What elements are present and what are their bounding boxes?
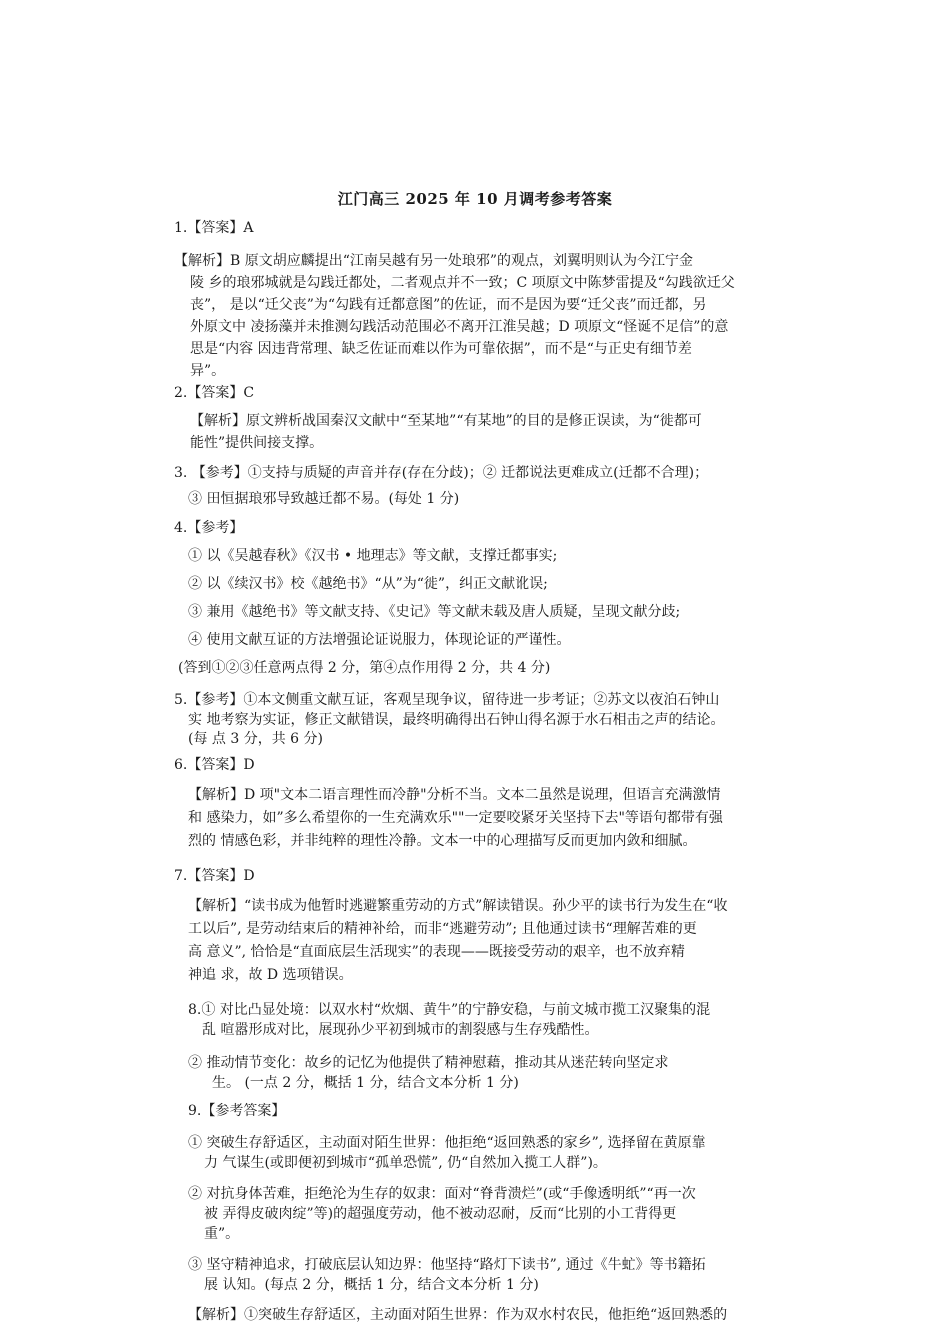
q9-line: 重”。: [204, 1226, 240, 1242]
q7-analysis-line: 【解析】“读书成为他暂时逃避繁重劳动的方式”解读错误。孙少平的读书行为发生在“收: [188, 898, 728, 914]
q9-line: ② 对抗身体苦难，拒绝沦为生存的奴隶：面对“脊背溃烂”(或“手像透明纸”“再一次: [188, 1186, 696, 1202]
q2-analysis-line: 能性”提供间接支撑。: [190, 435, 324, 451]
q1-analysis-line: 外原文中 凌扬藻并未推测勾践活动范围必不离开江淮吴越；D 项原文“怪诞不足信”的意: [190, 319, 729, 335]
q9-head: 9.【参考答案】: [188, 1103, 286, 1119]
q1-analysis-line: 【解析】B 原文胡应麟提出“江南吴越有另一处琅邪”的观点，刘翼明则认为今江宁金: [174, 253, 694, 269]
q9-analysis: 【解析】①突破生存舒适区，主动面对陌生世界：作为双水村农民，他拒绝“返回熟悉的: [188, 1307, 728, 1323]
q2-answer: 2.【答案】C: [174, 385, 255, 401]
q8-line: 8.① 对比凸显处境：以双水村“炊烟、黄牛”的宁静安稳，与前文城市揽工汉聚集的混: [188, 1002, 711, 1018]
q7-analysis-line: 高 意义”, 恰恰是“直面底层生活现实”的表现——既接受劳动的艰辛，也不放弃精: [188, 944, 685, 960]
q7-answer: 7.【答案】D: [174, 868, 255, 884]
q4-head: 4.【参考】: [174, 520, 244, 536]
q1-analysis-line: 异”。: [190, 363, 226, 379]
q6-answer: 6.【答案】D: [174, 757, 255, 773]
q6-analysis-line: 烈的 情感色彩，并非纯粹的理性冷静。文本一中的心理描写反而更加内敛和细腻。: [188, 833, 697, 849]
q6-analysis-line: 和 感染力，如”多么希望你的一生充满欢乐""一定要咬紧牙关坚持下去"等语句都带有强: [188, 810, 723, 826]
document-title: 江门高三 2025 年 10 月调考参考答案: [337, 190, 613, 208]
q4-score: (答到①②③任意两点得 2 分，第④点作用得 2 分，共 4 分): [178, 660, 551, 676]
q8-line: ② 推动情节变化：故乡的记忆为他提供了精神慰藉，推动其从迷茫转向坚定求: [188, 1055, 669, 1071]
q9-line: 力 气谋生(或即便初到城市“孤单恐慌”, 仍“自然加入揽工人群”)。: [204, 1155, 607, 1171]
q9-line: 被 弄得皮破肉绽”等)的超强度劳动，他不被动忍耐，反而“比别的小工背得更: [204, 1206, 677, 1222]
q1-analysis-line: 陵 乡的琅邪城就是勾践迁都处，二者观点并不一致；C 项原文中陈梦雷提及“勾践欲迁父: [190, 275, 735, 291]
q3-line: 3. 【参考】①支持与质疑的声音并存(存在分歧)；② 迁都说法更难成立(迁都不合理)；: [174, 465, 709, 481]
q8-line: 乱 喧嚣形成对比，展现孙少平初到城市的割裂感与生存残酷性。: [202, 1022, 599, 1038]
q9-line: 展 认知。(每点 2 分，概括 1 分，结合文本分析 1 分): [204, 1277, 539, 1293]
q5-line: 实 地考察为实证，修正文献错误，最终明确得出石钟山得名源于水石相击之声的结论。: [188, 712, 725, 728]
q1-analysis-line: 丧”， 是以“迁父丧”为“勾践有迁都意图”的佐证，而不是因为要“迁父丧”而迁都，另: [190, 297, 707, 313]
q3-line: ③ 田恒据琅邪导致越迁都不易。(每处 1 分): [188, 491, 460, 507]
q5-line: 5.【参考】①本文侧重文献互证，客观呈现争议，留待进一步考证；②苏文以夜泊石钟山: [174, 692, 720, 708]
q1-analysis-line: 思是“内容 因违背常理、缺乏佐证而难以作为可靠依据”，而不是“与正史有细节差: [190, 341, 692, 357]
q4-point: ② 以《续汉书》校《越绝书》“从”为“徙”，纠正文献讹误;: [188, 576, 548, 592]
q1-answer: 1.【答案】A: [174, 220, 254, 236]
q5-line: (每 点 3 分，共 6 分): [188, 731, 323, 747]
q9-line: ③ 坚守精神追求，打破底层认知边界：他坚持“路灯下读书”, 通过《牛虻》等书籍拓: [188, 1257, 706, 1273]
q4-point: ① 以《吴越春秋》《汉书 • 地理志》等文献，支撑迁都事实;: [188, 548, 558, 564]
q6-analysis-line: 【解析】D 项"文本二语言理性而冷静"分析不当。文本二虽然是说理，但语言充满激情: [188, 787, 721, 803]
q8-line: 生。 (一点 2 分，概括 1 分，结合文本分析 1 分): [212, 1075, 519, 1091]
q9-line: ① 突破生存舒适区，主动面对陌生世界：他拒绝“返回熟悉的家乡”, 选择留在黄原靠: [188, 1135, 706, 1151]
q2-analysis-line: 【解析】原文辨析战国秦汉文献中“至某地”“有某地”的目的是修正误读，为“徙都可: [190, 413, 702, 429]
q4-point: ③ 兼用《越绝书》等文献支持、《史记》等文献未载及唐人质疑，呈现文献分歧;: [188, 604, 681, 620]
q7-analysis-line: 神追 求，故 D 选项错误。: [188, 967, 353, 983]
q4-point: ④ 使用文献互证的方法增强论证说服力，体现论证的严谨性。: [188, 632, 571, 648]
q7-analysis-line: 工以后”, 是劳动结束后的精神补给，而非“逃避劳动”; 且他通过读书“理解苦难的更: [188, 921, 697, 937]
